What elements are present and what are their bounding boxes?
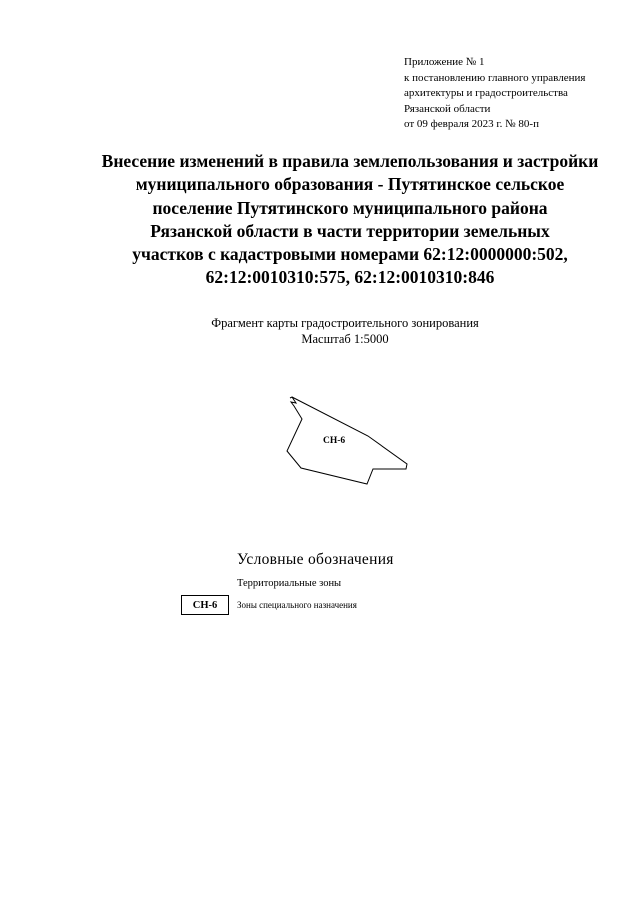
appendix-header — [404, 55, 585, 133]
appendix-line-region: Рязанской области — [404, 102, 491, 115]
appendix-line-decree: к постановлению главного управления — [404, 71, 586, 84]
legend-subtitle: Территориальные зоны — [237, 578, 342, 589]
legend-item — [181, 595, 357, 615]
legend-zone-swatch: СН-6 — [181, 595, 229, 615]
title-line: Рязанской области в части территории земельных — [150, 220, 550, 241]
document-title — [60, 150, 640, 290]
title-line: участков с кадастровыми номерами 62:12:0000000:502, — [132, 244, 568, 265]
legend-zone-description: Зоны специального назначения — [237, 600, 357, 610]
title-line: поселение Путятинского муниципального района — [152, 197, 548, 218]
map-caption — [170, 315, 520, 347]
zone-label: СН-6 — [323, 436, 346, 446]
appendix-line-authority: архитектуры и градостроительства — [404, 87, 568, 99]
map-caption-text: Фрагмент карты градостроительного зонирования — [211, 316, 479, 330]
appendix-line-number: Приложение № 1 — [404, 56, 485, 68]
legend-title: Условные обозначения — [237, 551, 394, 568]
title-line: муниципального образования - Путятинское сельское — [135, 174, 565, 195]
map-scale: Масштаб 1:5000 — [301, 332, 389, 346]
appendix-line-date: от 09 февраля 2023 г. № 80-п — [404, 118, 539, 130]
title-line: Внесение изменений в правила землепользования и застройки — [101, 151, 599, 171]
title-line: 62:12:0010310:575, 62:12:0010310:846 — [205, 267, 495, 288]
